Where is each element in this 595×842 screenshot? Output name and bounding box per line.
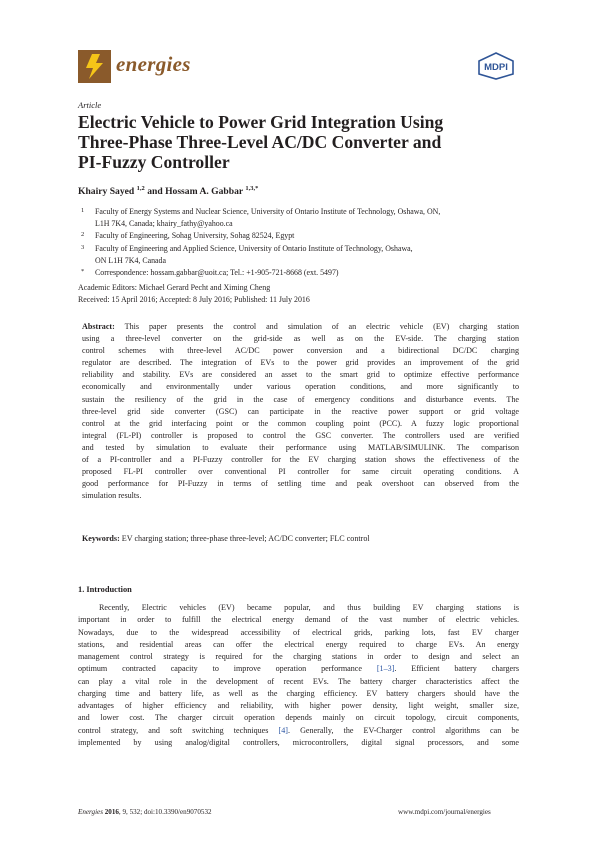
author-name[interactable]: Hossam A. Gabbar xyxy=(165,186,243,198)
mdpi-logo-icon[interactable] xyxy=(476,52,516,80)
abstract-line: regulator are described. The integration of EVs to the power grid provides an improvement of the grid xyxy=(82,358,519,368)
abstract-line: three-level grid side converter (GSC) can participate in the reactive power support or grid voltage xyxy=(82,406,519,416)
correspondence-item xyxy=(78,267,523,279)
body-line: charging time and battery life, as well as the charging efficiency. EV battery chargers should have the xyxy=(78,688,519,698)
footer-journal: Energies xyxy=(78,808,103,816)
body-line: stations, and residential areas can offer the electrical energy required to charge EVs. An energy xyxy=(78,639,519,649)
abstract-line: integral (FL-PI) controller is proposed to control the GSC converter. The controllers used are verified xyxy=(82,430,519,440)
abstract-line: reliability and stability. EVs are considered an asset to the smart grid to optimize effective performance xyxy=(82,370,519,380)
body-line: important in order to fulfill the electrical energy demand of the vast number of electric vehicles. xyxy=(78,615,519,625)
abstract-line: using a three-level converter on the grid-side as well as on the EV-side. The charging station xyxy=(82,334,519,344)
affiliation-mark: 1 xyxy=(81,207,85,214)
correspondence-mark: * xyxy=(81,268,85,276)
svg-text:MDPI: MDPI xyxy=(484,62,508,73)
body-line: can play a vital role in the development of recent EVs. The battery charger characteristics affect the xyxy=(78,676,519,686)
energies-logo-icon xyxy=(78,50,111,83)
article-type: Article xyxy=(78,100,102,110)
body-line: Recently, Electric vehicles (EV) became popular, and thus building EV charging stations is xyxy=(99,603,519,612)
author-affiliation-marks: 1,3,* xyxy=(245,185,259,192)
publication-dates: Received: 15 April 2016; Accepted: 8 July 2016; Published: 11 July 2016 xyxy=(78,295,310,305)
abstract-label: Abstract: xyxy=(82,322,115,331)
abstract-line: economically and environmentally under various operation conditions, and more significantly to xyxy=(82,382,519,392)
journal-header xyxy=(78,46,518,86)
journal-name[interactable]: energies xyxy=(116,52,191,76)
citation-link[interactable]: [4] xyxy=(278,725,288,735)
correspondence-line[interactable]: Correspondence: hossam.gabbar@uoit.ca; Tel.: +1-905-721-8668 (ext. 5497) xyxy=(95,268,339,278)
affiliation-line: Faculty of Engineering and Applied Science, University of Ontario Institute of Technology, Oshawa, xyxy=(95,243,413,253)
affiliation-item xyxy=(78,243,523,267)
footer-url[interactable]: www.mdpi.com/journal/energies xyxy=(398,808,491,816)
body-line xyxy=(78,725,519,737)
footer-year: 2016 xyxy=(104,808,119,816)
abstract-line: and tested by simulation to evaluate their performance using MATLAB/SIMULINK. The comparison xyxy=(82,442,519,452)
body-text-segment: control strategy, and soft switching techniques xyxy=(78,725,279,735)
abstract-text: This paper presents the control and simulation of an electric vehicle (EV) charging station xyxy=(114,322,519,331)
abstract-line: good performance for PI-Fuzzy in terms of settling time and peak overshoot can observed from the xyxy=(82,479,519,489)
body-text-segment: . Efficient battery chargers xyxy=(394,664,519,674)
section-heading: 1. Introduction xyxy=(78,585,132,594)
body-text-segment: . Generally, the EV-Charger control algorithms can be xyxy=(287,725,519,735)
article-meta xyxy=(78,282,310,306)
abstract-line: of a PI-controller and a PI-Fuzzy controller for the EV charging station shows the effectiveness of the xyxy=(82,455,519,465)
author-conjunction: and xyxy=(147,186,163,198)
affiliation-line: Faculty of Energy Systems and Nuclear Science, University of Ontario Institute of Technology, Oshawa, ON, xyxy=(95,207,441,216)
affiliation-mark: 2 xyxy=(81,231,85,239)
body-line: management control strategy is required for the charging stations in order to design and select an xyxy=(78,652,519,661)
introduction-body xyxy=(78,602,519,749)
affiliation-item xyxy=(78,206,523,230)
footer-citation xyxy=(78,808,212,816)
author-affiliation-marks: 1,2 xyxy=(136,185,145,192)
abstract-line: control schemes with three-level AC/DC power conversion and a bidirectional DC/DC charging xyxy=(82,346,519,356)
title-line: Electric Vehicle to Power Grid Integration Using xyxy=(78,112,444,132)
affiliation-line: ON L1H 7K4, Canada xyxy=(95,255,167,265)
body-text-segment: optimum contracted capacity to improve operation performance xyxy=(78,664,377,674)
affiliation-line: L1H 7K4, Canada; khairy_fathy@yahoo.ca xyxy=(95,219,233,229)
abstract xyxy=(82,321,519,502)
body-line xyxy=(78,663,519,675)
academic-editors: Academic Editors: Michael Gerard Pecht and Ximing Cheng xyxy=(78,283,271,292)
affiliation-line: Faculty of Engineering, Sohag University, Sohag 82524, Egypt xyxy=(95,231,295,241)
affiliation-item xyxy=(78,230,523,242)
abstract-line xyxy=(82,321,519,333)
author-list xyxy=(78,185,258,197)
citation-link[interactable]: [1–3] xyxy=(376,664,395,674)
abstract-line: simulation results. xyxy=(82,491,142,501)
abstract-line: proposed FL-PI controller over conventional PI controller for same circuit operating conditions. A xyxy=(82,467,519,477)
affiliation-mark: 3 xyxy=(81,243,85,251)
body-line: implemented by using analog/digital controllers, microcontrollers, digital signal processors, and some xyxy=(78,737,519,747)
title-line: PI-Fuzzy Controller xyxy=(78,152,230,172)
body-line: Nowadays, due to the widespread accessibility of electrical grids, parking lots, fast EV charger xyxy=(78,627,519,637)
footer-doi: , 9, 532; doi:10.3390/en9070532 xyxy=(118,808,212,816)
article-title xyxy=(78,112,518,172)
abstract-line: sustain the resiliency of the grid in the case of emergency conditions and disturbance events. The xyxy=(82,394,519,404)
affiliations-list xyxy=(78,206,523,279)
title-line: Three-Phase Three-Level AC/DC Converter and xyxy=(78,132,442,152)
body-line: and lower cost. The charger circuit operation depends mainly on circuit topology, circuit components, xyxy=(78,713,519,723)
keywords-label: Keywords: xyxy=(82,534,120,543)
body-line: advantages of higher efficiency and reliability, with higher power density, light weight, smaller size, xyxy=(78,701,519,710)
author-name[interactable]: Khairy Sayed xyxy=(78,186,135,198)
keywords xyxy=(82,534,370,543)
abstract-line: control at the grid interfacing point or the common coupling point (PCC). A fuzzy logic proportional xyxy=(82,418,519,428)
keywords-text: EV charging station; three-phase three-level; AC/DC converter; FLC control xyxy=(119,534,370,543)
